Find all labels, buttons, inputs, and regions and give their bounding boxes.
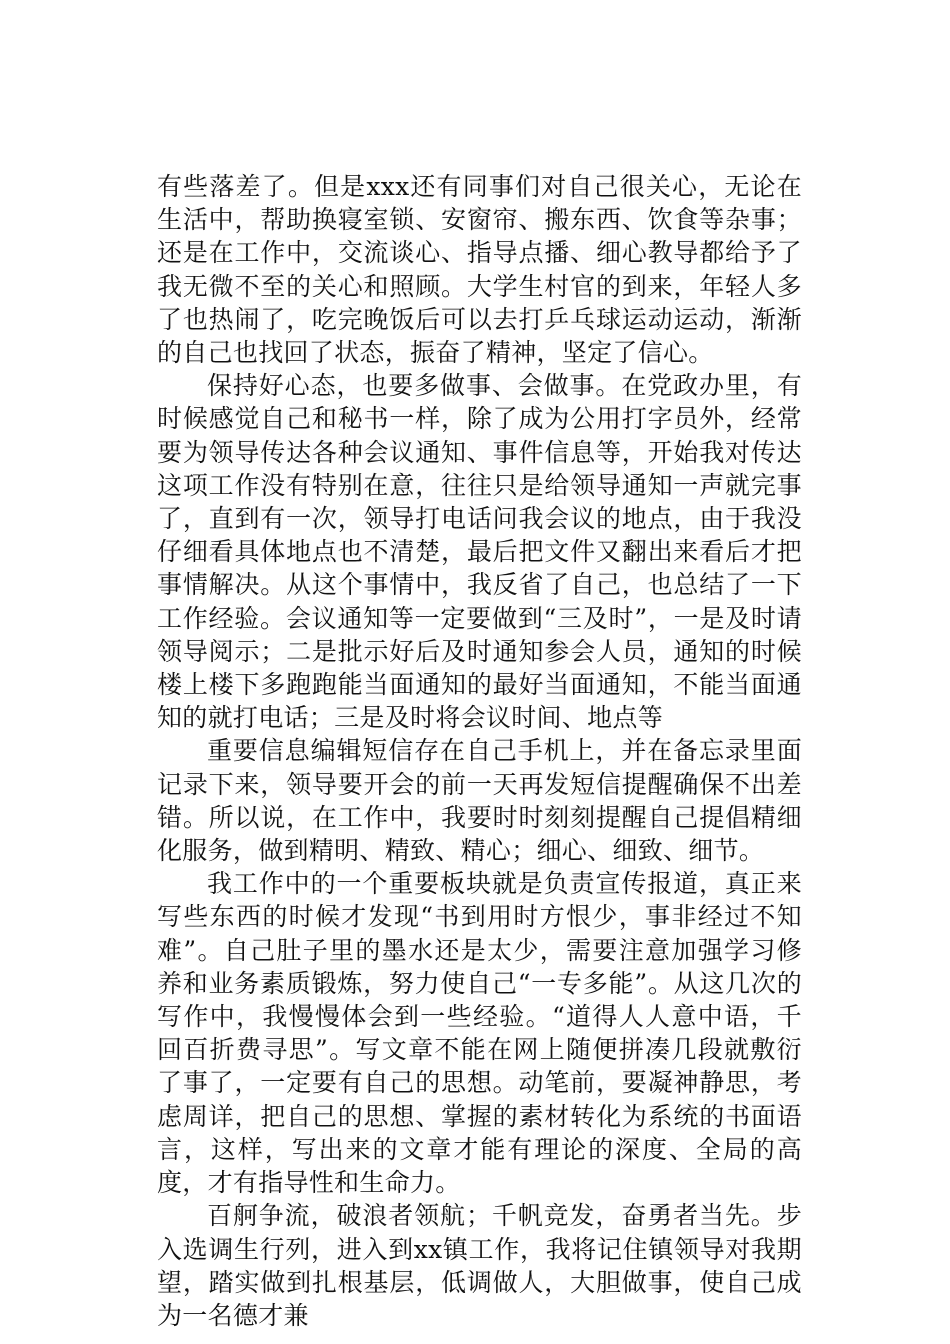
paragraph-4: 我工作中的一个重要板块就是负责宣传报道，真正来写些东西的时候才发现“书到用时方恨少，事非经过不知难”。自己肚子里的墨水还是太少，需要注意加强学习修养和业务素质锻炼，努力使自己“一专多能”。从这几次的写作中，我慢慢体会到一些经验。“道得人人意中语，千回百折费寻思”。写文章不能在网上随便拼凑几段就敷衍了事了，一定要有自己的思想。动笔前，要凝神静思，考虑周详，把自己的思想、掌握的素材转化为系统的书面语言，这样，写出来的文章才能有理论的深度、全局的高度，才有指导性和生命力。	[157, 869, 802, 1198]
paragraph-3: 重要信息编辑短信存在自己手机上，并在备忘录里面记录下来，领导要开会的前一天再发短信提醒确保不出差错。所以说，在工作中，我要时时刻刻提醒自己提倡精细化服务，做到精明、精致、精心；细心、细致、细节。	[157, 736, 802, 866]
paragraph-2: 保持好心态，也要多做事、会做事。在党政办里，有时候感觉自己和秘书一样，除了成为公用打字员外，经常要为领导传达各种会议通知、事件信息等，开始我对传达这项工作没有特别在意，往往只是给领导通知一声就完事了，直到有一次，领导打电话问我会议的地点，由于我没仔细看具体地点也不清楚，最后把文件又翻出来看后才把事情解决。从这个事情中，我反省了自己，也总结了一下工作经验。会议通知等一定要做到“三及时”，一是及时请领导阅示；二是批示好后及时通知参会人员，通知的时候楼上楼下多跑跑能当面通知的最好当面通知，不能当面通知的就打电话；三是及时将会议时间、地点等	[157, 371, 802, 733]
document-body	[157, 170, 802, 1332]
paragraph-1: 有些落差了。但是xxx还有同事们对自己很关心，无论在生活中，帮助换寝室锁、安窗帘、搬东西、饮食等杂事；还是在工作中，交流谈心、指导点播、细心教导都给予了我无微不至的关心和照顾。大学生村官的到来，年轻人多了也热闹了，吃完晚饭后可以去打乒乓球运动运动，渐渐的自己也找回了状态，振奋了精神，坚定了信心。	[157, 172, 802, 368]
paragraph-5: 百舸争流，破浪者领航；千帆竞发，奋勇者当先。步入选调生行列，进入到xx镇工作，我将记住镇领导对我期望，踏实做到扎根基层，低调做人，大胆做事，使自己成为一名德才兼	[157, 1201, 802, 1330]
